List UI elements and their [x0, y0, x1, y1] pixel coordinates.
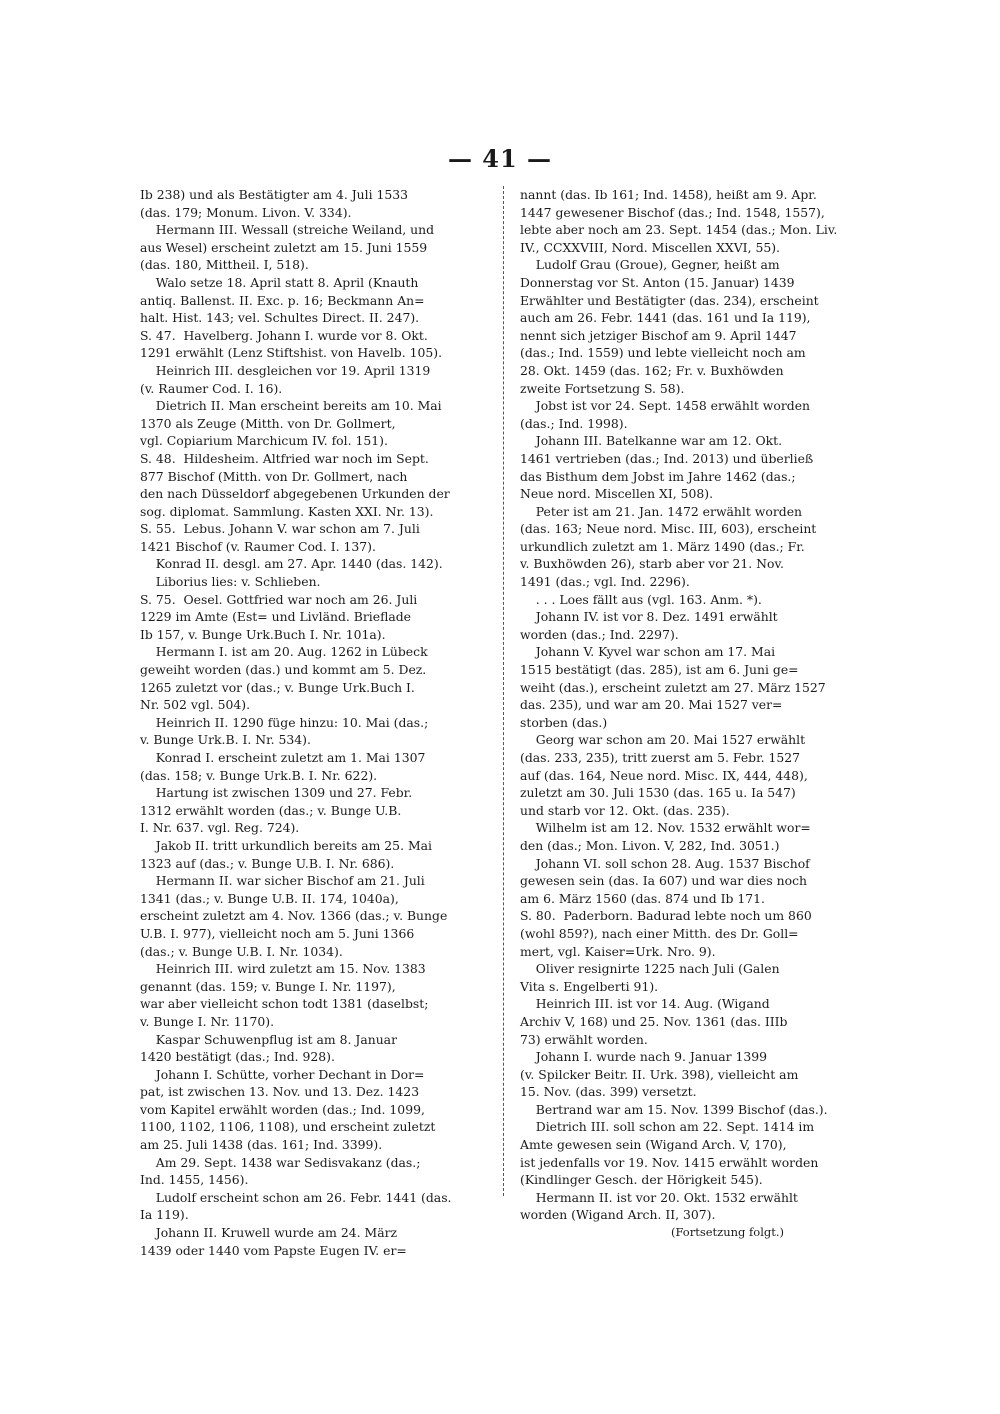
text-line: (das.; Ind. 1998).: [520, 415, 628, 431]
text-line: Ludolf Grau (Groue), Gegner, heißt am: [520, 257, 780, 273]
text-line: Heinrich III. ist vor 14. Aug. (Wigand: [520, 996, 770, 1012]
text-line: Amte gewesen sein (Wigand Arch. V, 170),: [520, 1137, 787, 1153]
text-line: aus Wesel) erscheint zuletzt am 15. Juni 1559: [140, 239, 428, 255]
text-line: Johann V. Kyvel war schon am 17. Mai: [520, 644, 776, 660]
text-line: 877 Bischof (Mitth. von Dr. Gollmert, nach: [140, 468, 408, 484]
text-line: Georg war schon am 20. Mai 1527 erwählt: [520, 732, 806, 748]
text-line: 1439 oder 1440 vom Papste Eugen IV. er=: [140, 1242, 407, 1258]
text-line: (Fortsetzung folgt.): [670, 1225, 785, 1240]
text-line: 1291 erwählt (Lenz Stiftshist. von Havelb. 105).: [140, 345, 443, 361]
text-line: antiq. Ballenst. II. Exc. p. 16; Beckmann An=: [140, 292, 425, 308]
text-line: 1461 vertrieben (das.; Ind. 2013) und überließ: [520, 450, 814, 466]
text-line: Hartung ist zwischen 1309 und 27. Febr.: [140, 785, 413, 801]
text-line: Hermann I. ist am 20. Aug. 1262 in Lübeck: [140, 644, 428, 660]
text-line: S. 80. Paderborn. Badurad lebte noch um 860: [520, 908, 812, 924]
text-line: S. 55. Lebus. Johann V. war schon am 7. Juli: [140, 521, 420, 537]
text-line: gewesen sein (das. Ia 607) und war dies noch: [520, 873, 807, 889]
text-line: 15. Nov. (das. 399) versetzt.: [520, 1084, 697, 1100]
text-line: (das. 179; Monum. Livon. V. 334).: [140, 204, 352, 220]
text-line: 1100, 1102, 1106, 1108), und erscheint zuletzt: [140, 1119, 436, 1135]
text-line: v. Bunge I. Nr. 1170).: [140, 1013, 275, 1029]
text-line: das. 235), und war am 20. Mai 1527 ver=: [520, 697, 783, 713]
text-line: Liborius lies: v. Schlieben.: [140, 574, 321, 590]
text-line: Donnerstag vor St. Anton (15. Januar) 1439: [520, 274, 795, 290]
text-line: Hermann II. ist vor 20. Okt. 1532 erwählt: [520, 1189, 798, 1205]
text-line: 28. Okt. 1459 (das. 162; Fr. v. Buxhöwden: [520, 362, 784, 378]
text-line: nennt sich jetziger Bischof am 9. April 1447: [520, 327, 797, 343]
text-line: nannt (das. Ib 161; Ind. 1458), heißt am 9. Apr.: [520, 187, 817, 202]
text-line: Heinrich II. 1290 füge hinzu: 10. Mai (das.;: [140, 714, 429, 730]
text-line: 1370 als Zeuge (Mitth. von Dr. Gollmert,: [140, 415, 396, 431]
left-column: [140, 186, 490, 1259]
text-line: U.B. I. 977), vielleicht noch am 5. Juni 1366: [140, 925, 415, 941]
text-line: Johann I. Schütte, vorher Dechant in Dor=: [140, 1066, 425, 1082]
text-line: (v. Raumer Cod. I. 16).: [140, 380, 283, 396]
text-line: den nach Düsseldorf abgegebenen Urkunden der: [140, 486, 450, 502]
text-line: Dietrich III. soll schon am 22. Sept. 1414 im: [520, 1119, 815, 1135]
text-line: Vita s. Engelberti 91).: [520, 978, 659, 994]
text-line: lebte aber noch am 23. Sept. 1454 (das.; Mon. Liv.: [520, 222, 838, 238]
text-line: Johann II. Kruwell wurde am 24. März: [140, 1225, 398, 1241]
text-line: (das. 163; Neue nord. Misc. III, 603), erscheint: [520, 521, 817, 537]
text-line: storben (das.): [520, 714, 608, 730]
text-line: Ludolf erscheint schon am 26. Febr. 1441 (das.: [140, 1189, 452, 1205]
text-line: Ind. 1455, 1456).: [140, 1172, 249, 1188]
text-line: den (das.; Mon. Livon. V, 282, Ind. 3051.): [520, 837, 780, 853]
text-line: Heinrich III. desgleichen vor 19. April 1319: [140, 362, 431, 378]
text-line: 73) erwählt worden.: [520, 1031, 648, 1047]
text-line: mert, vgl. Kaiser=Urk. Nro. 9).: [520, 943, 716, 959]
text-line: Ia 119).: [140, 1207, 189, 1223]
text-line: 1447 gewesener Bischof (das.; Ind. 1548, 1557),: [520, 204, 825, 220]
text-line: worden (Wigand Arch. II, 307).: [520, 1207, 716, 1223]
text-line: v. Bunge Urk.B. I. Nr. 534).: [140, 732, 311, 748]
page-number: — 41 —: [447, 144, 553, 173]
text-line: auch am 26. Febr. 1441 (das. 161 und Ia 119),: [520, 310, 811, 326]
text-line: erscheint zuletzt am 4. Nov. 1366 (das.; v. Bunge: [140, 908, 448, 924]
text-line: S. 75. Oesel. Gottfried war noch am 26. Juli: [140, 591, 418, 607]
text-line: Kaspar Schuwenpflug ist am 8. Januar: [140, 1031, 397, 1047]
text-line: Walo setze 18. April statt 8. April (Knauth: [140, 274, 419, 290]
text-line: . . . Loes fällt aus (vgl. 163. Anm. *).: [520, 591, 762, 607]
text-line: Jakob II. tritt urkundlich bereits am 25. Mai: [140, 837, 432, 853]
text-line: Hermann III. Wessall (streiche Weiland, und: [140, 222, 435, 238]
text-line: zuletzt am 30. Juli 1530 (das. 165 u. Ia 547): [520, 785, 796, 801]
text-line: am 25. Juli 1438 (das. 161; Ind. 3399).: [140, 1137, 383, 1153]
text-line: geweiht worden (das.) und kommt am 5. Dez.: [140, 662, 427, 678]
text-line: Hermann II. war sicher Bischof am 21. Juli: [140, 873, 425, 889]
text-line: und starb vor 12. Okt. (das. 235).: [520, 802, 730, 818]
text-line: war aber vielleicht schon todt 1381 (daselbst;: [140, 996, 429, 1012]
text-line: Bertrand war am 15. Nov. 1399 Bischof (das.).: [520, 1101, 828, 1117]
text-line: S. 48. Hildesheim. Altfried war noch im Sept.: [140, 450, 429, 466]
text-line: sog. diplomat. Sammlung. Kasten XXI. Nr. 13).: [140, 503, 434, 519]
text-line: halt. Hist. 143; vel. Schultes Direct. II. 247).: [140, 310, 420, 326]
text-line: 1491 (das.; vgl. Ind. 2296).: [520, 574, 690, 590]
text-line: Neue nord. Miscellen XI, 508).: [520, 486, 714, 502]
text-line: IV., CCXXVIII, Nord. Miscellen XXVI, 55).: [520, 239, 780, 255]
text-line: Wilhelm ist am 12. Nov. 1532 erwählt wor=: [520, 820, 811, 836]
text-line: (das. 158; v. Bunge Urk.B. I. Nr. 622).: [140, 767, 378, 783]
text-line: 1265 zuletzt vor (das.; v. Bunge Urk.Buch I.: [140, 679, 415, 695]
text-line: (wohl 859?), nach einer Mitth. des Dr. Goll=: [520, 925, 799, 941]
text-line: vom Kapitel erwählt worden (das.; Ind. 1099,: [140, 1101, 425, 1117]
text-line: Archiv V, 168) und 25. Nov. 1361 (das. IIIb: [520, 1013, 788, 1029]
column-divider: [503, 186, 504, 1196]
right-column: [520, 186, 875, 1242]
text-line: (Kindlinger Gesch. der Hörigkeit 545).: [520, 1172, 763, 1188]
text-line: S. 47. Havelberg. Johann I. wurde vor 8. Okt.: [140, 327, 428, 343]
text-line: ist jedenfalls vor 19. Nov. 1415 erwählt worden: [520, 1154, 819, 1170]
text-line: Johann I. wurde nach 9. Januar 1399: [520, 1049, 768, 1065]
text-line: (v. Spilcker Beitr. II. Urk. 398), vielleicht am: [520, 1066, 799, 1082]
text-line: urkundlich zuletzt am 1. März 1490 (das.; Fr.: [520, 538, 805, 554]
text-line: Peter ist am 21. Jan. 1472 erwählt worden: [520, 503, 803, 519]
text-line: Johann IV. ist vor 8. Dez. 1491 erwählt: [520, 609, 778, 625]
text-line: Oliver resignirte 1225 nach Juli (Galen: [520, 961, 780, 977]
text-line: 1323 auf (das.; v. Bunge U.B. I. Nr. 686).: [140, 855, 395, 871]
text-line: Ib 157, v. Bunge Urk.Buch I. Nr. 101a).: [140, 626, 386, 642]
text-line: Konrad I. erscheint zuletzt am 1. Mai 1307: [140, 750, 426, 765]
text-line: (das.; v. Bunge U.B. I. Nr. 1034).: [140, 943, 343, 959]
text-line: Am 29. Sept. 1438 war Sedisvakanz (das.;: [140, 1154, 421, 1170]
text-line: am 6. März 1560 (das. 874 und Ib 171.: [520, 890, 765, 906]
text-line: Konrad II. desgl. am 27. Apr. 1440 (das. 142).: [140, 556, 443, 572]
text-line: Jobst ist vor 24. Sept. 1458 erwählt worden: [520, 398, 811, 414]
text-line: weiht (das.), erscheint zuletzt am 27. März 1527: [520, 679, 826, 695]
text-line: Erwählter und Bestätigter (das. 234), erscheint: [520, 292, 819, 308]
text-line: Dietrich II. Man erscheint bereits am 10. Mai: [140, 398, 442, 414]
text-line: genannt (das. 159; v. Bunge I. Nr. 1197),: [140, 978, 396, 994]
text-line: 1515 bestätigt (das. 285), ist am 6. Juni ge=: [520, 662, 799, 678]
text-line: zweite Fortsetzung S. 58).: [520, 380, 685, 396]
text-line: pat, ist zwischen 13. Nov. und 13. Dez. 1423: [140, 1084, 420, 1100]
text-line: vgl. Copiarium Marchicum IV. fol. 151).: [140, 433, 388, 449]
text-line: worden (das.; Ind. 2297).: [520, 626, 679, 642]
text-line: v. Buxhöwden 26), starb aber vor 21. Nov.: [520, 556, 784, 572]
text-line: 1312 erwählt worden (das.; v. Bunge U.B.: [140, 802, 402, 818]
text-line: (das. 233, 235), tritt zuerst am 5. Febr. 1527: [520, 750, 801, 765]
text-line: Johann III. Batelkanne war am 12. Okt.: [520, 433, 783, 449]
text-line: Heinrich III. wird zuletzt am 15. Nov. 1383: [140, 961, 426, 977]
text-line: (das.; Ind. 1559) und lebte vielleicht noch am: [520, 345, 806, 361]
text-line: 1341 (das.; v. Bunge U.B. II. 174, 1040a),: [140, 890, 399, 906]
text-line: Nr. 502 vgl. 504).: [140, 697, 251, 713]
text-line: 1421 Bischof (v. Raumer Cod. I. 137).: [140, 538, 376, 554]
text-line: das Bisthum dem Jobst im Jahre 1462 (das.;: [520, 468, 796, 484]
text-line: Johann VI. soll schon 28. Aug. 1537 Bischof: [520, 855, 810, 871]
text-line: auf (das. 164, Neue nord. Misc. IX, 444, 448),: [520, 767, 808, 783]
text-line: I. Nr. 637. vgl. Reg. 724).: [140, 820, 300, 836]
text-line: Ib 238) und als Bestätigter am 4. Juli 1533: [140, 187, 409, 202]
text-line: 1420 bestätigt (das.; Ind. 928).: [140, 1049, 335, 1065]
text-line: (das. 180, Mittheil. I, 518).: [140, 257, 309, 273]
text-line: 1229 im Amte (Est= und Livländ. Brieflade: [140, 609, 412, 625]
